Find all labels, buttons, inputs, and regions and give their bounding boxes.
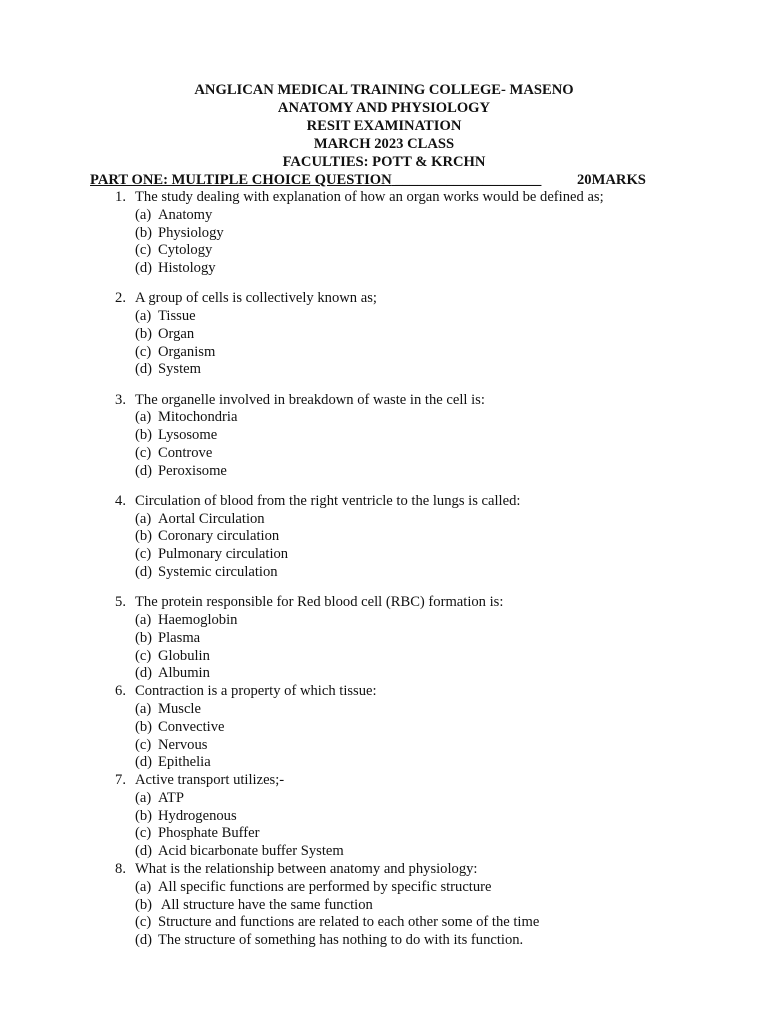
option-label: (d) [135,564,153,581]
question-stem [0,683,768,701]
option-label: (a) [135,789,152,806]
question-stem [0,290,768,308]
option-d [0,843,768,861]
option-c [0,546,768,564]
faculties: FACULTIES: POTT & KRCHN [282,154,486,170]
option-text: Controve [158,444,213,461]
option-label: (b) [135,629,153,646]
question-stem [0,594,768,612]
option-text: ATP [158,789,184,806]
option-b [0,719,768,737]
option-label: (a) [135,878,152,895]
question-list [0,189,768,950]
option-label: (a) [135,409,152,426]
question-stem [0,392,768,410]
option-label: (a) [135,700,152,717]
option-text: Organ [158,325,195,342]
option-label: (d) [135,754,153,771]
exam-class: MARCH 2023 CLASS [313,136,455,152]
option-label: (b) [135,528,153,545]
option-label: (c) [135,343,152,360]
option-label: (c) [135,825,152,842]
option-label: (c) [135,546,152,563]
question-number: 2. [115,290,126,307]
part-heading: PART ONE: MULTIPLE CHOICE QUESTION ____________________ 20MARKS [90,172,646,188]
question-1 [0,189,768,278]
question-text: Active transport utilizes;- [135,772,285,789]
option-c [0,825,768,843]
option-label: (d) [135,665,153,682]
option-a [0,511,768,529]
option-a [0,207,768,225]
option-text: Pulmonary circulation [158,546,289,563]
question-number: 6. [115,683,126,700]
option-label: (c) [135,914,152,931]
option-label: (d) [135,361,153,378]
option-label: (d) [135,260,153,277]
option-d [0,564,768,582]
option-c [0,344,768,362]
option-label: (c) [135,736,152,753]
option-text: Coronary circulation [158,528,280,545]
option-b [0,897,768,915]
option-label: (b) [135,896,153,913]
question-4 [0,493,768,582]
option-text: Globulin [158,647,210,664]
question-number: 4. [115,492,126,509]
question-number: 7. [115,772,126,789]
question-text: The study dealing with explanation of how an organ works would be defined as; [135,189,604,205]
part-marks: 20MARKS [577,172,646,188]
option-b [0,808,768,826]
option-label: (a) [135,308,152,325]
option-text: Systemic circulation [158,564,278,581]
question-stem [0,189,768,207]
option-text: Nervous [158,736,208,753]
option-text: Phosphate Buffer [158,825,260,842]
option-label: (b) [135,718,153,735]
option-text: Aortal Circulation [158,510,265,527]
question-stem [0,861,768,879]
option-text: Tissue [158,308,196,325]
option-label: (c) [135,647,152,664]
option-a [0,612,768,630]
option-text: Acid bicarbonate buffer System [158,843,344,860]
option-label: (a) [135,206,152,223]
option-b [0,630,768,648]
question-number: 5. [115,594,126,611]
option-text: Muscle [158,700,201,717]
question-number: 3. [115,391,126,408]
option-label: (b) [135,807,153,824]
question-2 [0,290,768,379]
option-label: (b) [135,325,153,342]
option-label: (a) [135,611,152,628]
option-label: (d) [135,843,153,860]
option-text: Organism [158,343,216,360]
option-label: (d) [135,932,153,949]
question-stem [0,493,768,511]
option-text: All specific functions are performed by specific structure [158,878,492,895]
question-number: 1. [115,189,126,205]
option-d [0,665,768,683]
option-d [0,932,768,950]
exam-type: RESIT EXAMINATION [306,118,462,134]
option-text: System [158,361,201,378]
question-text: The protein responsible for Red blood cell (RBC) formation is: [135,594,504,611]
option-b [0,427,768,445]
question-text: The organelle involved in breakdown of waste in the cell is: [135,391,485,408]
college-name: ANGLICAN MEDICAL TRAINING COLLEGE- MASENO [194,82,574,98]
question-5 [0,594,768,683]
exam-header [0,81,768,171]
option-d [0,463,768,481]
option-label: (d) [135,462,153,479]
option-label: (b) [135,427,153,444]
option-c [0,914,768,932]
option-text: Cytology [158,242,213,259]
option-c [0,445,768,463]
option-c [0,242,768,260]
option-a [0,879,768,897]
option-a [0,308,768,326]
question-stem [0,772,768,790]
option-b [0,225,768,243]
question-7 [0,772,768,861]
option-text: Albumin [158,665,210,682]
option-label: (c) [135,444,152,461]
option-text: The structure of something has nothing to do with its function. [158,932,524,949]
option-b [0,326,768,344]
option-c [0,648,768,666]
question-text: What is the relationship between anatomy and physiology: [135,861,478,878]
option-text: Structure and functions are related to each other some of the time [158,914,540,931]
question-3 [0,392,768,481]
option-b [0,528,768,546]
option-a [0,409,768,427]
subject-title: ANATOMY AND PHYSIOLOGY [277,100,491,116]
option-text: Haemoglobin [158,611,238,628]
question-8 [0,861,768,950]
option-text: Anatomy [158,206,213,223]
question-text: A group of cells is collectively known as; [135,290,377,307]
question-number: 8. [115,861,126,878]
option-text: Hydrogenous [158,807,237,824]
option-text: Physiology [158,224,224,241]
question-6 [0,683,768,772]
option-text: Epithelia [158,754,211,771]
option-c [0,737,768,755]
option-text: Histology [158,260,216,277]
question-text: Circulation of blood from the right ventricle to the lungs is called: [135,492,521,509]
option-text: Plasma [158,629,201,646]
option-text: Lysosome [158,427,218,444]
option-text: Mitochondria [158,409,238,426]
option-a [0,701,768,719]
option-text: Peroxisome [158,462,227,479]
option-label: (c) [135,242,152,259]
option-d [0,260,768,278]
option-text: All structure have the same function [158,896,373,913]
option-d [0,754,768,772]
option-label: (b) [135,224,153,241]
option-d [0,361,768,379]
option-a [0,790,768,808]
option-label: (a) [135,510,152,527]
part-title: PART ONE: MULTIPLE CHOICE QUESTION [90,172,392,188]
question-text: Contraction is a property of which tissue: [135,683,377,700]
option-text: Convective [158,718,225,735]
